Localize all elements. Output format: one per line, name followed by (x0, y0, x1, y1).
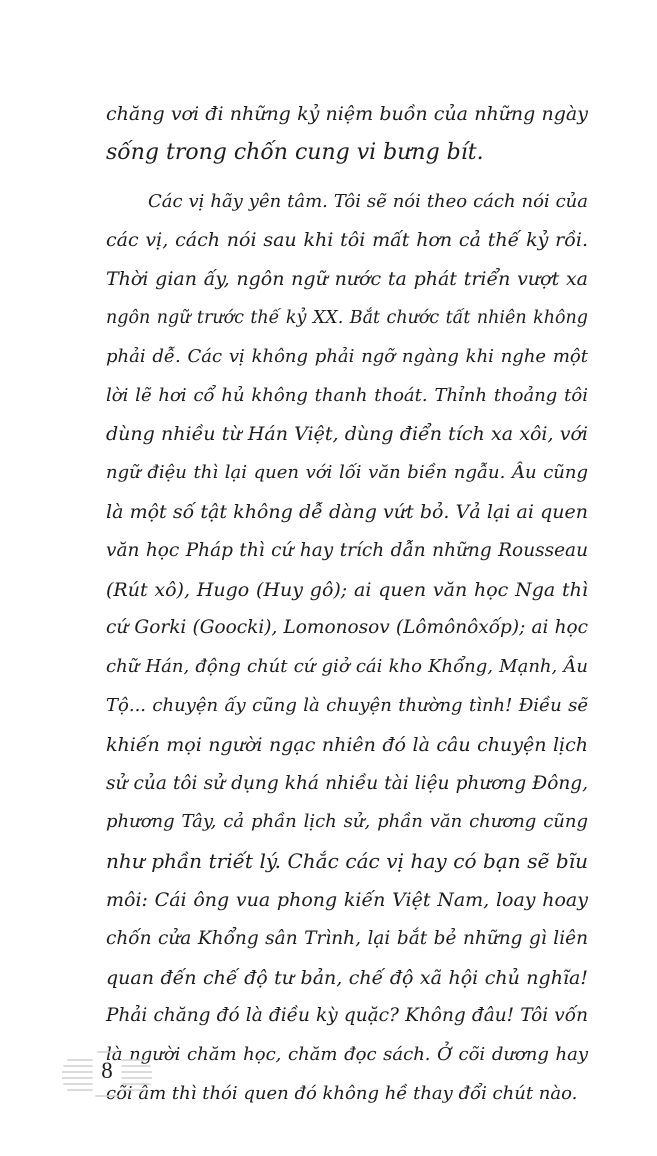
text-line: cứ Gorki (Goocki), Lomonosov (Lômônôxốp); ai học (106, 617, 588, 639)
text-line: khiến mọi người ngạc nhiên đó là câu chuyện lịch (106, 733, 588, 756)
page-number: 8 (101, 1058, 113, 1083)
text-line: môi: Cái ông vua phong kiến Việt Nam, loay hoay (106, 888, 588, 911)
paragraph (106, 95, 588, 173)
text-line: chữ Hán, động chút cứ giở cái kho Khổng, Mạnh, Âu (106, 656, 588, 678)
text-line: là một số tật không dễ dàng vứt bỏ. Vả lại ai quen (106, 500, 588, 523)
text-line: các vị, cách nói sau khi tôi mất hơn cả thế kỷ rồi. (106, 229, 588, 252)
text-line: chăng vơi đi những kỷ niệm buồn của những ngày (106, 103, 588, 125)
text-line: lời lẽ hơi cổ hủ không thanh thoát. Thỉnh thoảng tôi (106, 384, 588, 406)
text-line: sử của tôi sử dụng khá nhiều tài liệu phương Đông, (106, 772, 588, 794)
text-line: (Rút xô), Hugo (Huy gô); ai quen văn học Nga thì (106, 578, 588, 601)
text-line: cõi âm thì thói quen đó không hề thay đổi chút nào. (106, 1082, 578, 1104)
text-line: Các vị hãy yên tâm. Tôi sẽ nói theo cách nói của (148, 190, 588, 212)
text-line: như phần triết lý. Chắc các vị hay có bạn sẽ bĩu (106, 849, 588, 874)
text-line: phương Tây, cả phần lịch sử, phần văn chương cũng (106, 811, 588, 833)
paragraph (106, 183, 588, 1114)
text-line: Phải chăng đó là điều kỳ quặc? Không đâu! Tôi vốn (106, 1005, 588, 1027)
text-line: quan đến chế độ tư bản, chế độ xã hội chủ nghĩa! (106, 966, 588, 989)
text-line: là người chăm học, chăm đọc sách. Ở cõi dương hay (106, 1044, 588, 1066)
body-text (106, 95, 588, 1114)
text-line: văn học Pháp thì cứ hay trích dẫn những Rousseau (106, 539, 588, 561)
text-line: ngữ điệu thì lại quen với lối văn biền ngẫu. Âu cũng (106, 462, 588, 484)
text-line: phải dễ. Các vị không phải ngỡ ngàng khi nghe một (106, 345, 588, 367)
text-line: sống trong chốn cung vi bưng bít. (106, 139, 484, 165)
paragraph-gap (106, 173, 588, 183)
text-line: chốn cửa Khổng sân Trình, lại bắt bẻ những gì liên (106, 927, 588, 949)
text-line: ngôn ngữ trước thế kỷ XX. Bắt chước tất nhiên không (106, 307, 588, 328)
text-line: dùng nhiều từ Hán Việt, dùng điển tích xa xôi, với (106, 423, 588, 446)
text-line: Tộ... chuyện ấy cũng là chuyện thường tình! Điều sẽ (106, 694, 588, 716)
page-folio (62, 1046, 152, 1102)
text-line: Thời gian ấy, ngôn ngữ nước ta phát triển vượt xa (106, 268, 588, 291)
